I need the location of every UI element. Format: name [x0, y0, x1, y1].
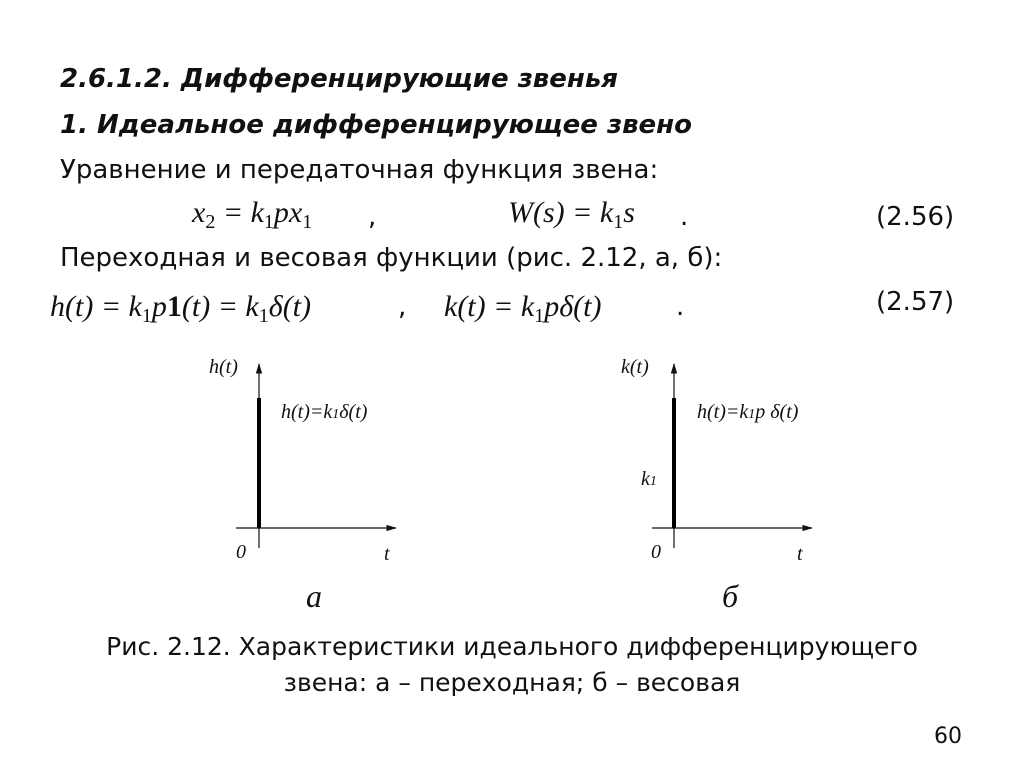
figure-caption-line-1: Рис. 2.12. Характеристики идеального дифференцирующего: [106, 632, 918, 661]
equation-2-56-left: $x_2 = k_1px_1$: [192, 196, 313, 233]
plot-a-x-label: t: [384, 543, 390, 565]
equation-2-57-separator: ,: [398, 292, 407, 322]
plot-b-formula: h(t)=k1p δ(t): [697, 401, 799, 423]
equation-2-56-end: .: [680, 202, 689, 232]
page-number: 60: [934, 724, 962, 749]
equation-number-2-57: (2.57): [876, 287, 955, 317]
equation-intro-text: Уравнение и передаточная функция звена:: [60, 155, 659, 185]
plot-b-y-label: k(t): [621, 356, 649, 378]
plot-a-letter: а: [306, 578, 322, 614]
plot-b-k1-label: k1: [641, 468, 657, 490]
plot-a-origin-label: 0: [236, 541, 246, 563]
equation-2-56-right: $W(s) = k_1s$: [508, 196, 635, 233]
plot-b-letter: б: [722, 578, 739, 614]
section-heading: 2.6.1.2. Дифференцирующие звенья: [60, 64, 618, 94]
equation-number-2-56: (2.56): [876, 202, 955, 232]
equation-2-57-right: $k(t) = k_1p\delta(t)$: [444, 290, 602, 327]
plot-b: [652, 364, 812, 548]
plot-b-origin-label: 0: [651, 541, 661, 563]
plot-a: [236, 364, 396, 548]
subsection-heading: 1. Идеальное дифференцирующее звено: [60, 110, 693, 140]
functions-intro-text: Переходная и весовая функции (рис. 2.12, а, б):: [60, 243, 723, 273]
plot-b-x-label: t: [797, 543, 803, 565]
equation-2-57-left: $h(t) = k_1p1(t) = k_1\delta(t)$: [50, 290, 312, 327]
plot-a-y-label: h(t): [209, 356, 238, 378]
equation-2-57-end: .: [676, 292, 685, 322]
plot-a-formula: h(t)=k1δ(t): [281, 401, 368, 423]
figure-caption-line-2: звена: а – переходная; б – весовая: [283, 668, 741, 697]
equation-2-56-separator: ,: [368, 202, 377, 232]
